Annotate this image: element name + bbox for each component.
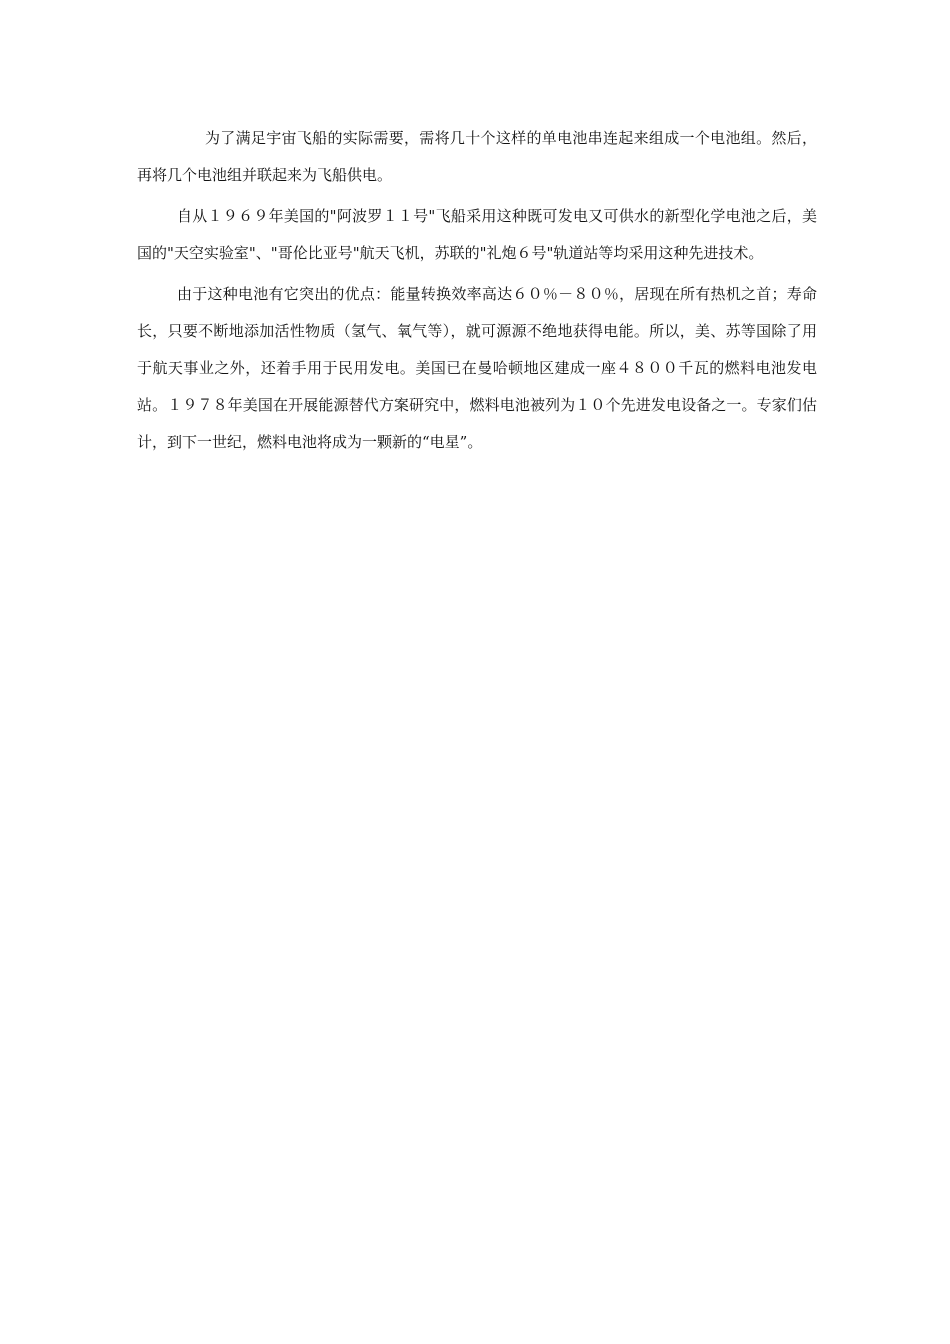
paragraph-apollo-history: 自从１９６９年美国的"阿波罗１１号"飞船采用这种既可发电又可供水的新型化学电池之后，美国的"天空实验室"、"哥伦比亚号"航天飞机，苏联的"礼炮６号"轨道站等均采用这种先进技术。 xyxy=(137,207,817,262)
paragraph-spacecraft-battery-groups: 为了满足宇宙飞船的实际需要，需将几十个这样的单电池串连起来组成一个电池组。然后，再将几个电池组并联起来为飞船供电。 xyxy=(137,129,817,184)
document-body xyxy=(137,120,817,465)
paragraph-fuel-cell-advantages: 由于这种电池有它突出的优点：能量转换效率高达６０％－８０％，居现在所有热机之首；寿命长，只要不断地添加活性物质（氢气、氧气等），就可源源不绝地获得电能。所以，美、苏等国除了用于航天事业之外，还着手用于民用发电。美国已在曼哈顿地区建成一座４８００千瓦的燃料电池发电站。１９７８年美国在开展能源替代方案研究中，燃料电池被列为１０个先进发电设备之一。专家们估计，到下一世纪，燃料电池将成为一颗新的“电星”。 xyxy=(137,285,817,451)
